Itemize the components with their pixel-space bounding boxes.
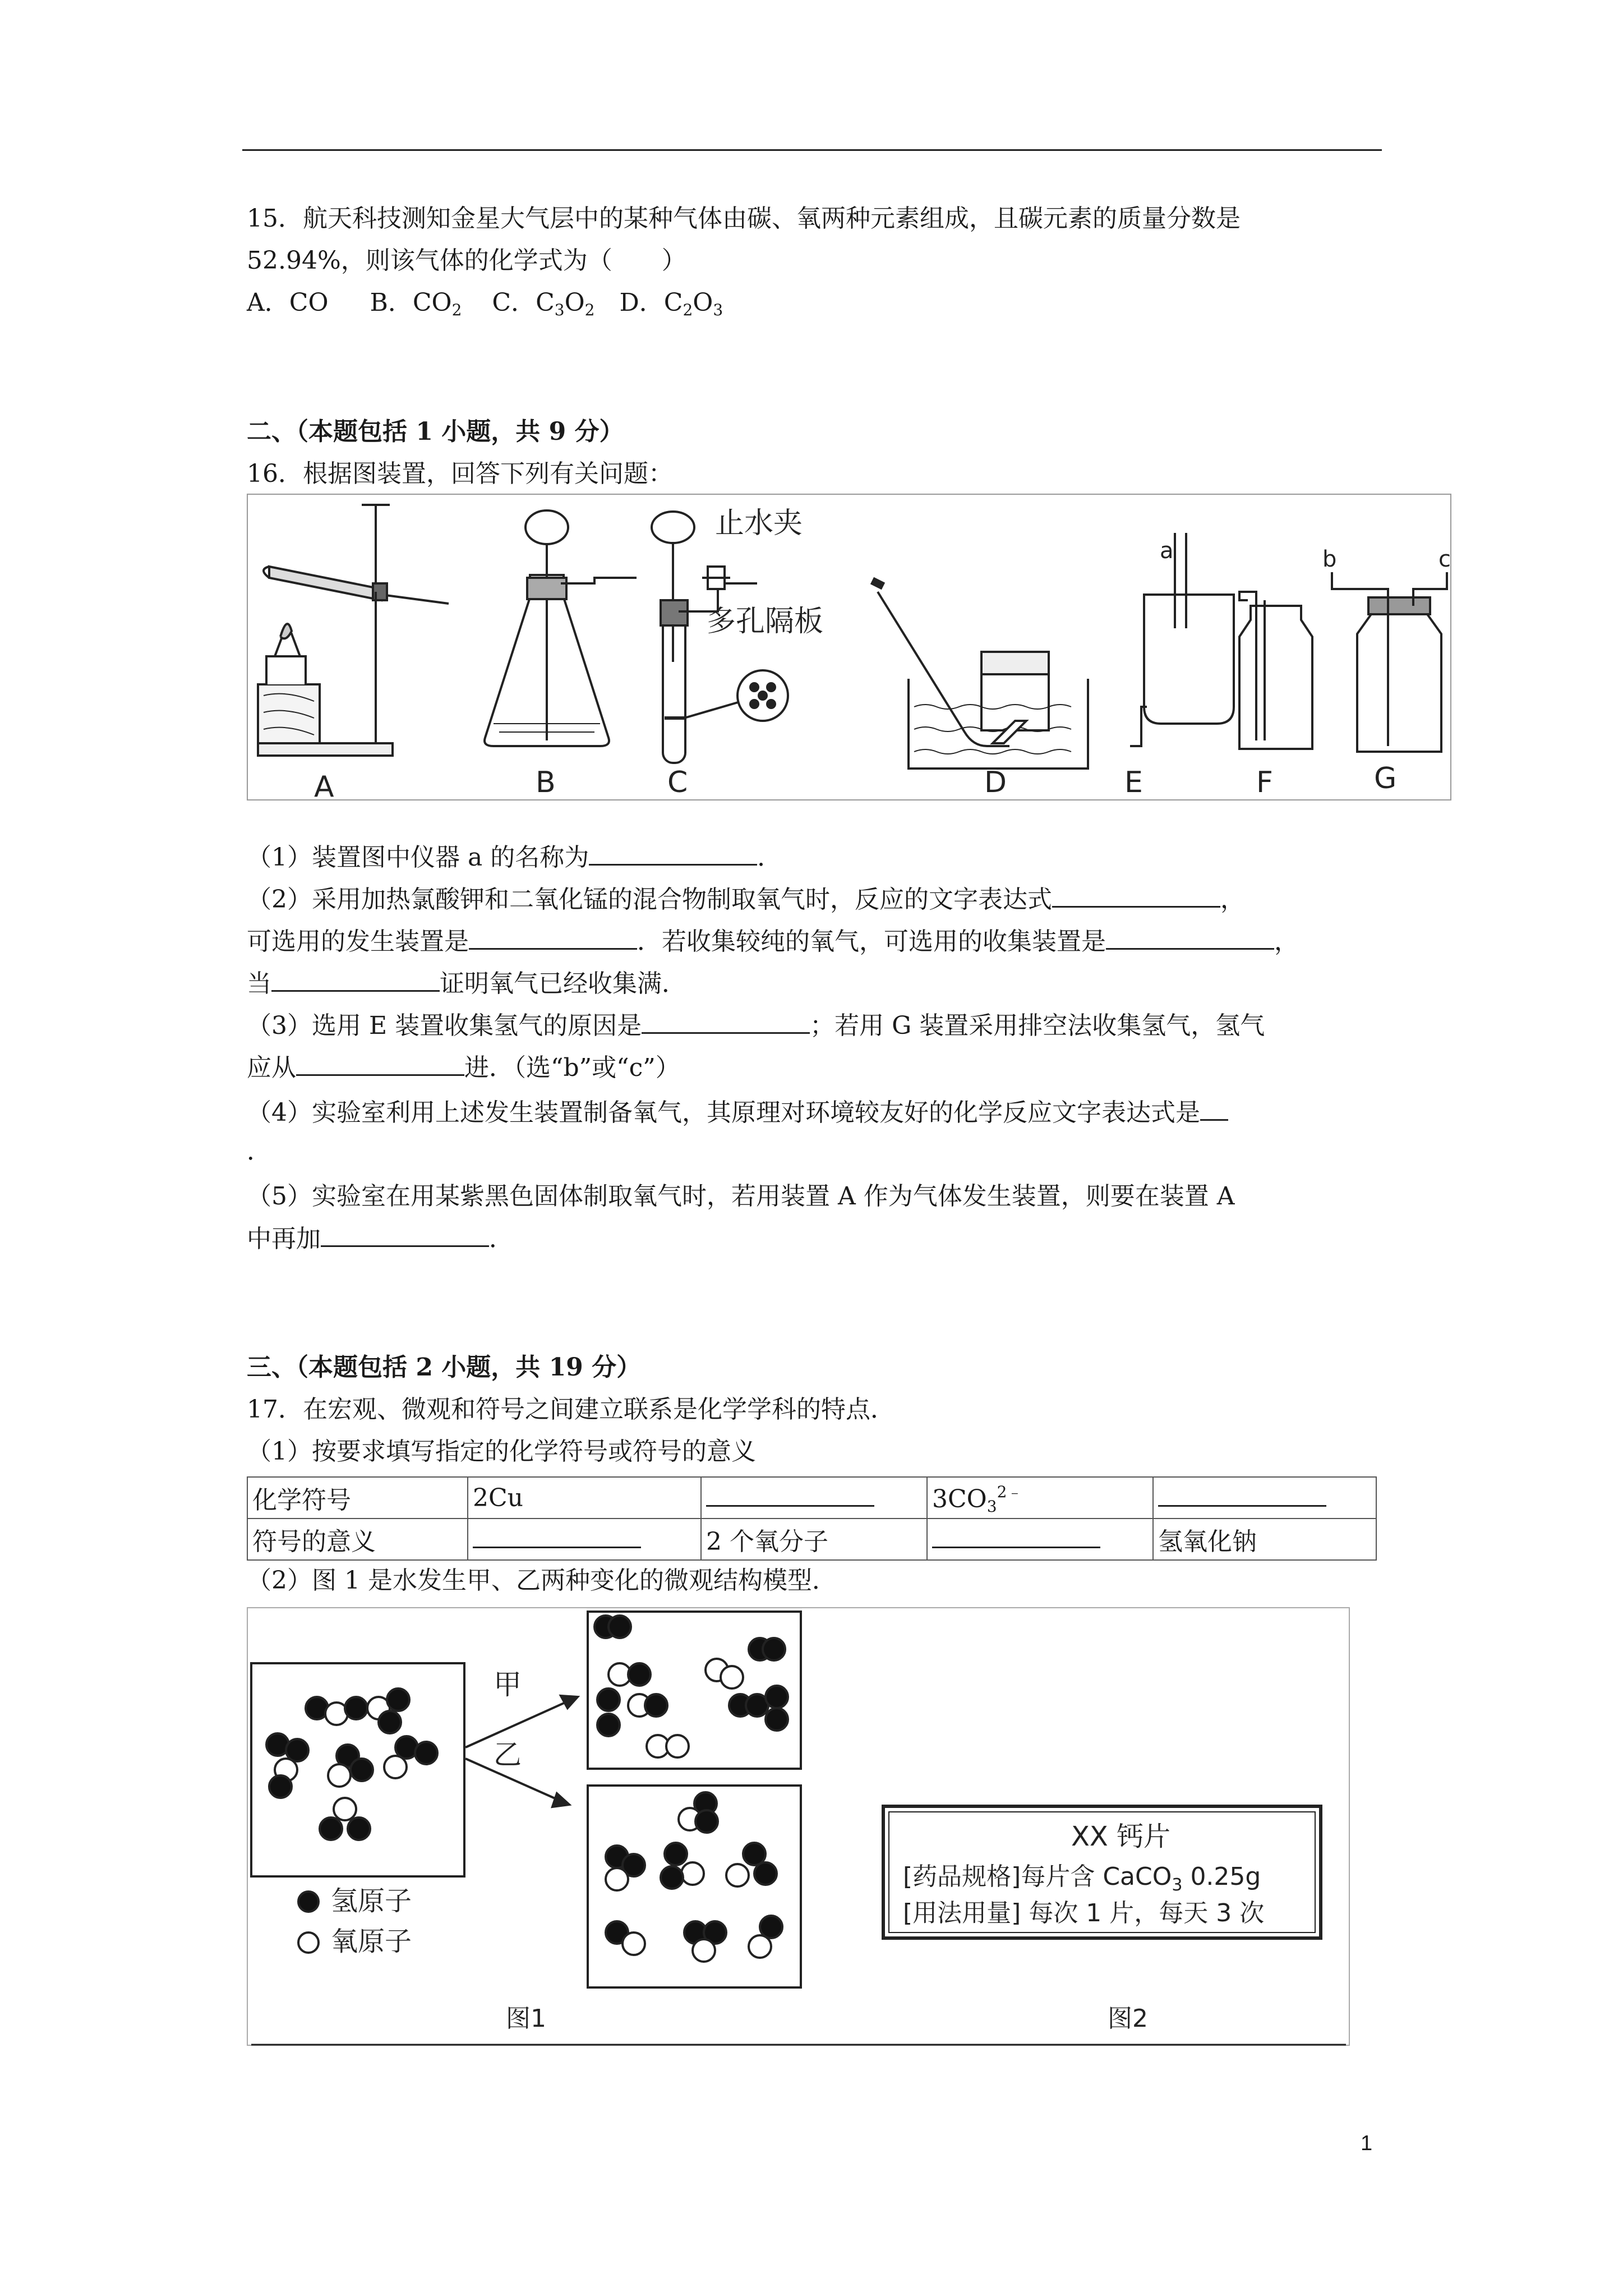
label-c: C [667, 766, 688, 799]
answer-blank[interactable] [1106, 926, 1274, 950]
q16-part4-line2: ． [247, 1137, 271, 1166]
water-molecules-left [266, 1688, 437, 1840]
answer-blank[interactable] [1052, 884, 1220, 908]
answer-blank[interactable] [1158, 1483, 1326, 1507]
apparatus-b [485, 510, 637, 746]
q15-options [247, 287, 723, 326]
label-d: D [984, 766, 1007, 799]
q16-part2-line2: 可选用的发生装置是 ．若收集较纯的氧气，可选用的收集装置是 ， [247, 926, 1299, 958]
section2-heading: 二、（本题包括 1 小题，共 9 分） [247, 417, 624, 446]
answer-blank[interactable] [1200, 1097, 1228, 1121]
table-row [247, 1477, 1376, 1519]
table-cell: 符号的意义 [247, 1519, 468, 1560]
q15-option-a[interactable]: A．CO [247, 288, 329, 317]
tablet-title: XX 钙片 [1071, 1821, 1171, 1852]
legend [298, 1892, 319, 1953]
answer-blank[interactable] [932, 1524, 1100, 1548]
table-cell[interactable] [927, 1519, 1153, 1560]
figure1-caption: 图1 [506, 2004, 546, 2033]
table-cell[interactable] [701, 1477, 927, 1519]
label-f: F [1256, 766, 1273, 799]
molecules-jia [594, 1616, 788, 1757]
answer-blank[interactable] [589, 841, 757, 866]
micro-model-figure [247, 1607, 1352, 2047]
table-cell: 氢氧化钠 [1153, 1519, 1376, 1560]
q15-option-b[interactable]: B．$CO_2$ [370, 288, 462, 319]
label-a: A [314, 770, 334, 802]
tablet-spec: [药品规格]每片含 CaCO$_3$ 0.25g [903, 1862, 1261, 1895]
q15-line2: 52.94%，则该气体的化学式为（ ） [247, 246, 686, 275]
q16-part5-line1: （5）实验室在用某紫黑色固体制取氧气时，若用装置 A 作为气体发生装置，则要在装置 A [247, 1182, 1235, 1211]
symbol-table [247, 1476, 1377, 1561]
q16-part2-line3: 当 证明氧气已经收集满． [247, 968, 686, 1000]
answer-blank[interactable] [706, 1483, 874, 1507]
q16-stem: 16．根据图装置，回答下列有关问题： [247, 459, 673, 488]
q15-line1: 15．航天科技测知金星大气层中的某种气体由碳、氧两种元素组成，且碳元素的质量分数是 [247, 204, 1241, 233]
arrow-lower-label: 乙 [494, 1738, 522, 1771]
table-row [247, 1519, 1376, 1560]
page-number: 1 [1361, 2132, 1373, 2155]
table-cell: 2Cu [468, 1477, 701, 1519]
answer-blank[interactable] [473, 1524, 641, 1548]
table-cell[interactable] [468, 1519, 701, 1560]
clip-label: 止水夹 [715, 507, 803, 540]
apparatus-a [258, 505, 449, 756]
table-cell: 化学符号 [247, 1477, 468, 1519]
table-cell: 2 个氧分子 [701, 1519, 927, 1560]
answer-blank[interactable] [321, 1223, 489, 1247]
molecules-yi [606, 1792, 782, 1962]
pipe-b-label: b [1322, 546, 1337, 572]
apparatus-e [1130, 533, 1234, 746]
figure2-caption: 图2 [1108, 2004, 1148, 2033]
q17-stem: 17．在宏观、微观和符号之间建立联系是化学学科的特点． [247, 1395, 895, 1424]
apparatus-frame [247, 494, 1451, 800]
pipe-a-label: a [1160, 538, 1174, 564]
answer-blank[interactable] [271, 968, 440, 992]
apparatus-d [872, 581, 1088, 769]
q16-part3-line1: （3）选用 E 装置收集氢气的原因是 ；若用 G 装置采用排空法收集氢气，氢气 [247, 1010, 1265, 1042]
label-e: E [1124, 766, 1143, 799]
q16-part4-line1: （4）实验室利用上述发生装置制备氧气，其原理对环境较友好的化学反应文字表达式是 [247, 1097, 1228, 1129]
q15-option-d[interactable]: D．$C_2O_3$ [619, 288, 723, 319]
answer-blank[interactable] [642, 1010, 810, 1034]
answer-blank[interactable] [296, 1052, 464, 1076]
apparatus-figure [247, 494, 1453, 802]
legend-hydrogen-label: 氢原子 [331, 1885, 412, 1917]
section3-heading: 三、（本题包括 2 小题，共 19 分） [247, 1353, 642, 1382]
header-rule [242, 149, 1382, 151]
q16-part5-line2: 中再加 ． [247, 1223, 514, 1255]
table-cell[interactable] [1153, 1477, 1376, 1519]
tablet-usage: [用法用量] 每次 1 片，每天 3 次 [903, 1899, 1265, 1927]
table-cell: $3CO_3^{2﹣}$ [927, 1477, 1153, 1519]
arrow-upper-label: 甲 [494, 1668, 522, 1701]
plate-label: 多孔隔板 [707, 605, 824, 638]
arrow-upper [465, 1697, 578, 1747]
q17-part2: （2）图 1 是水发生甲、乙两种变化的微观结构模型． [247, 1566, 837, 1595]
label-g: G [1374, 762, 1397, 795]
q16-part2-line1: （2）采用加热氯酸钾和二氧化锰的混合物制取氧气时，反应的文字表达式 ， [247, 884, 1245, 915]
label-b: B [536, 766, 556, 799]
q15-option-c[interactable]: C．$C_3O_2$ [492, 288, 595, 319]
pipe-c-label: c [1438, 546, 1451, 572]
apparatus-f [1239, 592, 1312, 749]
q16-part1: （1）装置图中仪器 a 的名称为 ． [247, 841, 782, 873]
apparatus-g [1332, 572, 1447, 752]
answer-blank[interactable] [469, 926, 637, 950]
q17-part1: （1）按要求填写指定的化学符号或符号的意义 [247, 1437, 756, 1466]
legend-oxygen-label: 氧原子 [331, 1926, 412, 1957]
q16-part3-line2: 应从 进．（选“b”或“c”） [247, 1052, 680, 1084]
